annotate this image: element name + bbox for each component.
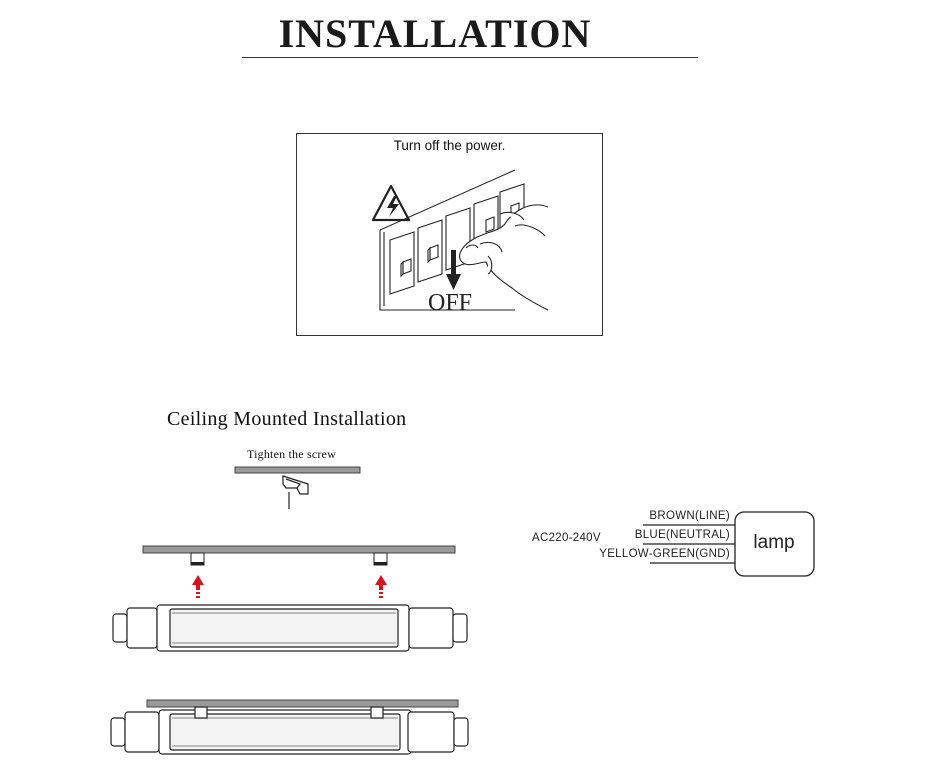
mount-clip [191, 553, 204, 565]
wire-label-neutral: BLUE(NEUTRAL) [634, 529, 730, 541]
ceiling-rail [143, 546, 455, 553]
warning-electric-icon [373, 186, 409, 220]
screw-caption: Tighten the screw [247, 447, 336, 461]
tube-lamp [113, 605, 467, 651]
wire-label-ground: YELLOW-GREEN(GND) [599, 548, 730, 560]
mount-clip [374, 553, 387, 565]
up-arrow-icon [375, 575, 387, 598]
wire-label-line: BROWN(LINE) [649, 510, 730, 522]
screw-icon [283, 476, 308, 509]
supply-voltage-label: AC220-240V [532, 532, 601, 544]
page-title: INSTALLATION [278, 11, 592, 56]
mount-rail-detail [235, 467, 360, 473]
ceiling-rail-mounted [147, 700, 458, 707]
tube-lamp-mounted [111, 707, 468, 754]
power-step-caption: Turn off the power. [393, 138, 506, 153]
off-label: OFF [428, 290, 473, 316]
ceiling-heading: Ceiling Mounted Installation [167, 408, 407, 430]
hand-icon [460, 205, 548, 310]
lamp-label: lamp [753, 532, 795, 553]
up-arrow-icon [192, 575, 204, 598]
down-arrow-icon [446, 250, 461, 290]
